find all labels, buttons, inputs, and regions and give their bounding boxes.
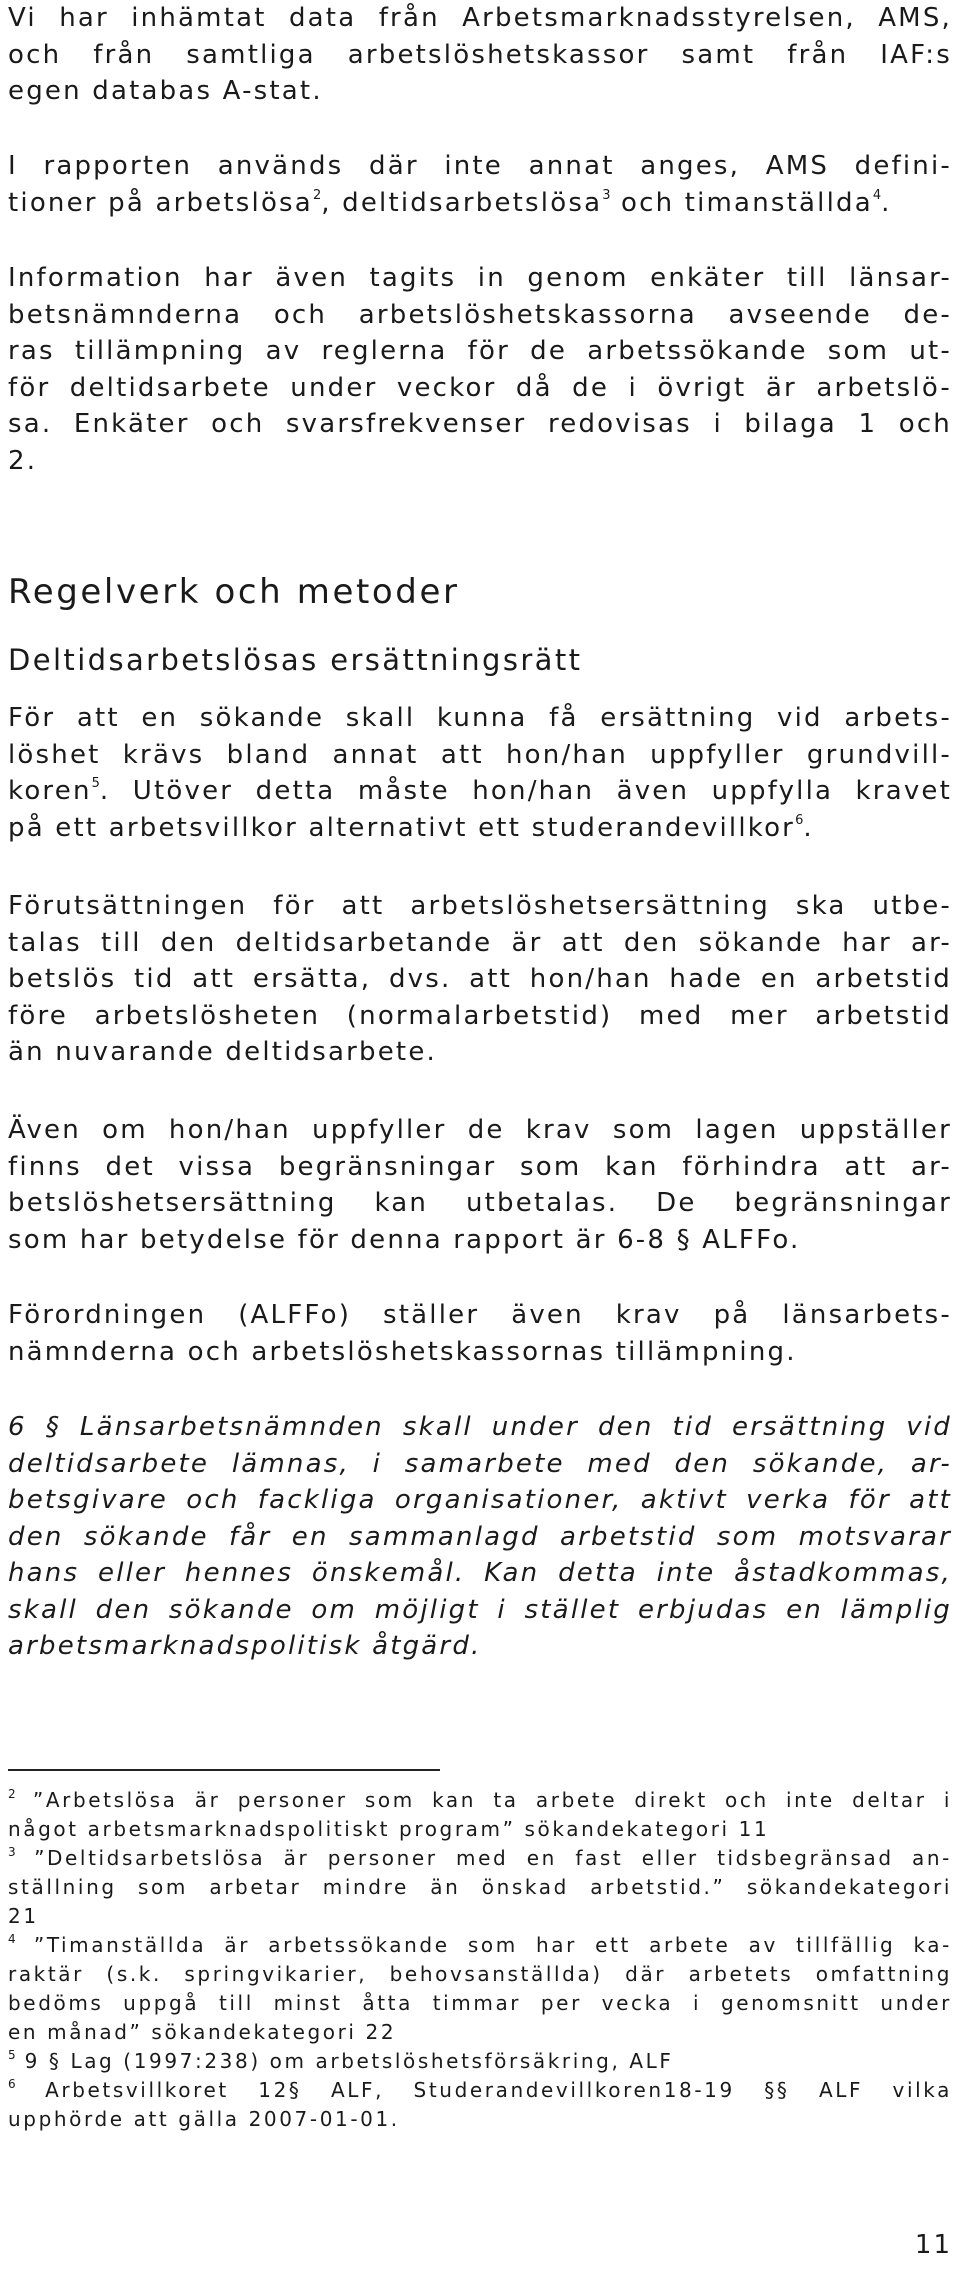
- footnote-2: [8, 1786, 952, 1844]
- footnote-line: 21: [8, 1904, 39, 1928]
- text-line: betsgivare och fackliga organisationer, aktivt verka för att: [8, 1485, 952, 1515]
- text-span: 9 § Lag (1997:238) om arbetslöshetsförsäkring, ALF: [24, 2049, 674, 2073]
- text-span: .: [881, 187, 892, 218]
- text-line: som har betydelse för denna rapport är 6-8 § ALFFo.: [8, 1224, 801, 1255]
- footnote-separator: [8, 1769, 440, 1771]
- text-line: För att en sökande skall kunna få ersättning vid arbets-: [8, 703, 952, 733]
- footnote-6: [8, 2076, 952, 2134]
- text-line: [8, 185, 952, 222]
- intro-paragraph-2: [8, 148, 952, 221]
- footnote-number: 6: [8, 2077, 16, 2091]
- paragraph-eligibility: [8, 700, 952, 846]
- footnote-line: [8, 1786, 952, 1815]
- text-line: före arbetslösheten (normalarbetstid) med mer arbetstid: [8, 1000, 952, 1031]
- text-line: egen databas A-stat.: [8, 76, 323, 106]
- footnotes: [8, 1786, 952, 2134]
- text-span: koren: [8, 776, 92, 806]
- footnote-ref-4[interactable]: 4: [872, 187, 882, 203]
- footnote-number: 2: [8, 1787, 16, 1801]
- footnote-number: 5: [8, 2048, 16, 2062]
- text-line: Förutsättningen för att arbetslöshetsersättning ska utbe-: [8, 891, 952, 921]
- text-line: finns det vissa begränsningar som kan förhindra att ar-: [8, 1151, 952, 1182]
- paragraph-quoted-section-6: [8, 1409, 952, 1665]
- text-span: Arbetsvillkoret 12§ ALF, Studerandevillkoren18-19 §§ ALF vilka: [45, 2078, 952, 2102]
- footnote-line: raktär (s.k. springvikarier, behovsanställda) där arbetets omfattning: [8, 1962, 952, 1986]
- footnote-ref-5[interactable]: 5: [91, 776, 100, 791]
- text-line: hans eller hennes önskemål. Kan detta inte åstadkommas,: [8, 1558, 952, 1588]
- footnote-line: [8, 1844, 952, 1873]
- footnote-3: [8, 1844, 952, 1931]
- text-line: [8, 810, 952, 847]
- paragraph-prerequisite: [8, 888, 952, 1071]
- text-line: betsnämnderna och arbetslöshetskassorna avseende de-: [8, 299, 952, 330]
- text-line: ras tillämpning av reglerna för de arbetssökande som ut-: [8, 336, 952, 366]
- footnote-line: en månad” sökandekategori 22: [8, 2020, 397, 2044]
- intro-paragraph-3: [8, 260, 952, 479]
- text-line: nämnderna och arbetslöshetskassornas tillämpning.: [8, 1336, 797, 1367]
- paragraph-regulation: [8, 1297, 952, 1370]
- section-subheading: Deltidsarbetslösas ersättningsrätt: [8, 643, 583, 677]
- text-line: betslöshetsersättning kan utbetalas. De begränsningar: [8, 1188, 952, 1218]
- text-line: löshet krävs bland annat att hon/han uppfyller grundvill-: [8, 739, 952, 770]
- text-line: Även om hon/han uppfyller de krav som lagen uppställer: [8, 1115, 952, 1145]
- text-span: tioner på arbetslösa: [8, 187, 313, 218]
- footnote-ref-6[interactable]: 6: [795, 812, 804, 828]
- text-line: betslös tid att ersätta, dvs. att hon/han hade en arbetstid: [8, 964, 952, 994]
- page-number: 11: [914, 2230, 952, 2260]
- text-line: än nuvarande deltidsarbete.: [8, 1037, 437, 1067]
- footnote-ref-3[interactable]: 3: [602, 187, 611, 203]
- footnote-line: ställning som arbetar mindre än önskad arbetstid.” sökandekategori: [8, 1875, 952, 1899]
- text-line: deltidsarbete lämnas, i samarbete med den sökande, ar-: [8, 1448, 952, 1479]
- text-span: ”Timanställda är arbetssökande som har ett arbete av tillfällig ka-: [33, 1933, 952, 1957]
- text-line: 2.: [8, 445, 38, 476]
- footnote-4: [8, 1931, 952, 2047]
- text-line: Vi har inhämtat data från Arbetsmarknadsstyrelsen, AMS,: [8, 3, 952, 33]
- text-line: 6 § Länsarbetsnämnden skall under den tid ersättning vid: [8, 1412, 952, 1442]
- text-span: .: [803, 812, 814, 843]
- footnote-5: [8, 2047, 952, 2076]
- text-line: sa. Enkäter och svarsfrekvenser redovisas i bilaga 1 och: [8, 409, 952, 439]
- text-span: , deltidsarbetslösa: [321, 187, 603, 218]
- text-line: I rapporten används där inte annat anges, AMS defini-: [8, 151, 952, 181]
- footnote-number: 4: [8, 1932, 16, 1946]
- text-line: talas till den deltidsarbetande är att den sökande har ar-: [8, 927, 952, 958]
- text-line: skall den sökande om möjligt i stället erbjudas en lämplig: [8, 1594, 952, 1625]
- footnote-line: upphörde att gälla 2007-01-01.: [8, 2107, 400, 2131]
- footnote-line: [8, 1931, 952, 1960]
- text-line: Information har även tagits in genom enkäter till länsar-: [8, 263, 952, 293]
- footnote-line: [8, 2076, 952, 2105]
- footnote-line: något arbetsmarknadspolitiskt program” sökandekategori 11: [8, 1817, 770, 1841]
- text-line: för deltidsarbete under veckor då de i övrigt är arbetslö-: [8, 372, 952, 403]
- footnote-ref-2[interactable]: 2: [312, 187, 322, 203]
- text-line: arbetsmarknadspolitisk åtgärd.: [8, 1631, 482, 1661]
- intro-paragraph-1: [8, 0, 952, 110]
- text-line: och från samtliga arbetslöshetskassor samt från IAF:s: [8, 39, 952, 70]
- text-line: [8, 773, 952, 810]
- text-span: ”Deltidsarbetslösa är personer med en fast eller tidsbegränsad an-: [34, 1846, 952, 1870]
- paragraph-limitations: [8, 1112, 952, 1258]
- footnote-number: 3: [8, 1845, 16, 1859]
- section-heading: Regelverk och metoder: [8, 572, 460, 612]
- footnote-line: [8, 2047, 952, 2076]
- text-span: ”Arbetslösa är personer som kan ta arbete direkt och inte deltar i: [32, 1788, 952, 1812]
- document-page: [8, 0, 952, 2269]
- text-line: Förordningen (ALFFo) ställer även krav på länsarbets-: [8, 1300, 952, 1330]
- text-line: den sökande får en sammanlagd arbetstid som motsvarar: [8, 1521, 952, 1552]
- footnote-line: bedöms uppgå till minst åtta timmar per vecka i genomsnitt under: [8, 1991, 952, 2015]
- text-span: och timanställda: [610, 187, 873, 218]
- text-span: . Utöver detta måste hon/han även uppfylla kravet: [99, 776, 952, 806]
- text-span: på ett arbetsvillkor alternativt ett studerandevillkor: [8, 812, 796, 843]
